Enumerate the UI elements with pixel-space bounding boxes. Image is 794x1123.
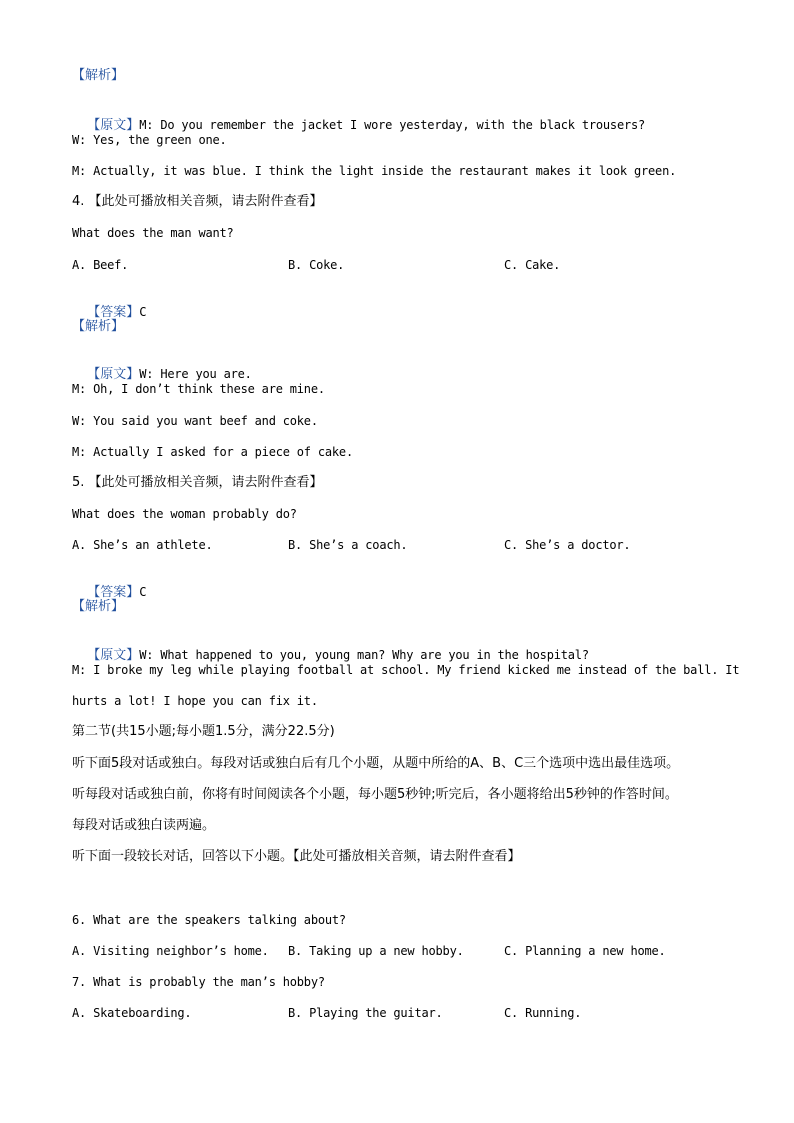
analysis-label: 【解析】 — [72, 319, 125, 334]
analysis-label: 【解析】 — [72, 68, 125, 83]
answer-label: 【答案】 — [87, 305, 140, 320]
dialogue-line: W: Here you are. — [139, 367, 252, 381]
section-instruction: 听每段对话或独白前，你将有时间阅读各个小题，每小题5秒钟;听完后，各小题将给出5秒钟的作答时间。 — [72, 787, 678, 802]
question-header: 4. 【此处可播放相关音频，请去附件查看】 — [72, 194, 323, 209]
dialogue-line: M: Actually, it was blue. I think the light inside the restaurant makes it look green. — [72, 164, 677, 178]
section-instruction: 每段对话或独白读两遍。 — [72, 818, 216, 833]
answer-label: 【答案】 — [87, 585, 140, 600]
dialogue-line: M: Actually I asked for a piece of cake. — [72, 445, 353, 459]
question-text: 7. What is probably the man’s hobby? — [72, 975, 325, 989]
dialogue-line: M: Oh, I don’t think these are mine. — [72, 382, 325, 396]
option-a: A. Beef. — [72, 258, 129, 272]
option-c: C. Cake. — [504, 258, 561, 272]
answer-value: C — [139, 305, 147, 319]
option-b: B. Taking up a new hobby. — [288, 944, 464, 958]
original-label: 【原文】 — [87, 118, 140, 133]
original-label: 【原文】 — [87, 367, 140, 382]
question-text: 6. What are the speakers talking about? — [72, 913, 346, 927]
dialogue-line: W: What happened to you, young man? Why are you in the hospital? — [139, 648, 589, 662]
analysis-label: 【解析】 — [72, 599, 125, 614]
section-title: 第二节(共15小题;每小题1.5分，满分22.5分) — [72, 724, 335, 739]
section-prompt: 听下面一段较长对话，回答以下小题。【此处可播放相关音频，请去附件查看】 — [72, 849, 521, 864]
option-a: A. Visiting neighbor’s home. — [72, 944, 269, 958]
option-c: C. Planning a new home. — [504, 944, 666, 958]
answer-value: C — [139, 585, 147, 599]
original-label: 【原文】 — [87, 648, 140, 663]
section-instruction: 听下面5段对话或独白。每段对话或独白后有几个小题，从题中所给的A、B、C三个选项中选出最佳选项。 — [72, 756, 680, 771]
dialogue-line: hurts a lot! I hope you can fix it. — [72, 694, 318, 708]
dialogue-line: W: You said you want beef and coke. — [72, 414, 318, 428]
option-a: A. Skateboarding. — [72, 1006, 192, 1020]
question-header: 5. 【此处可播放相关音频，请去附件查看】 — [72, 475, 323, 490]
dialogue-line: M: I broke my leg while playing football at school. My friend kicked me instead of the ball. It — [72, 663, 740, 677]
option-b: B. Coke. — [288, 258, 345, 272]
question-text: What does the man want? — [72, 226, 234, 240]
option-c: C. Running. — [504, 1006, 582, 1020]
option-b: B. She’s a coach. — [288, 538, 408, 552]
option-b: B. Playing the guitar. — [288, 1006, 443, 1020]
option-a: A. She’s an athlete. — [72, 538, 213, 552]
dialogue-line: M: Do you remember the jacket I wore yesterday, with the black trousers? — [139, 118, 646, 132]
option-c: C. She’s a doctor. — [504, 538, 631, 552]
dialogue-line: W: Yes, the green one. — [72, 133, 227, 147]
question-text: What does the woman probably do? — [72, 507, 297, 521]
